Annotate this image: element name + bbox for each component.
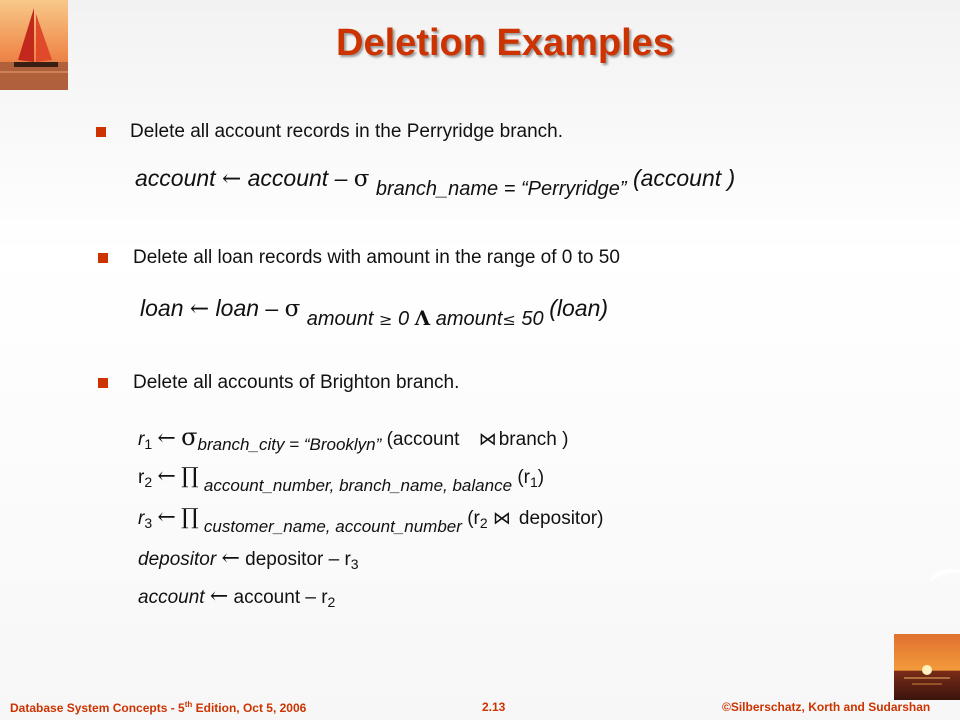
r4-rhs: depositor – r bbox=[245, 549, 351, 570]
slide-title: Deletion Examples bbox=[336, 22, 674, 64]
assign-arrow-icon: ← bbox=[189, 296, 210, 322]
expr-r3 bbox=[138, 505, 604, 536]
r4-index: 3 bbox=[350, 556, 359, 572]
sigma-symbol: σ bbox=[353, 166, 370, 192]
f1-arg: (account ) bbox=[632, 165, 736, 191]
sigma-symbol: σ bbox=[284, 296, 301, 322]
assign-arrow-icon: ← bbox=[157, 464, 176, 489]
ge-symbol: ≥ bbox=[378, 310, 393, 329]
r1-arg-branch: branch ) bbox=[498, 429, 569, 450]
footer-sup: th bbox=[184, 700, 193, 709]
r3-index: 3 bbox=[144, 515, 153, 531]
bullet-marker bbox=[96, 127, 106, 137]
and-symbol: Λ bbox=[414, 306, 431, 330]
f1-rhs: account – bbox=[247, 165, 348, 191]
assign-arrow-icon: ← bbox=[209, 584, 229, 609]
r2-index: 2 bbox=[144, 474, 153, 490]
r2-arg-close: ) bbox=[537, 467, 545, 488]
pi-symbol: ∏ bbox=[181, 464, 199, 489]
r5-index: 2 bbox=[327, 594, 336, 610]
assign-arrow-icon: ← bbox=[157, 426, 176, 451]
r1-index: 1 bbox=[144, 436, 153, 452]
r3-arg-open: (r bbox=[467, 508, 480, 529]
r5-lhs: account bbox=[138, 587, 205, 608]
assign-arrow-icon: ← bbox=[221, 166, 242, 192]
r5-rhs: account – r bbox=[233, 587, 328, 608]
formula-delete-loans bbox=[140, 295, 609, 330]
r1-condition: branch_city = “Brooklyn” bbox=[197, 435, 382, 454]
f2-rhs: loan – bbox=[215, 295, 279, 321]
pi-symbol: ∏ bbox=[181, 505, 199, 530]
bullet-text-3: Delete all accounts of Brighton branch. bbox=[133, 372, 460, 393]
le-symbol: ≤ bbox=[502, 310, 516, 329]
f2-lhs: loan bbox=[140, 295, 184, 321]
decorative-swoosh bbox=[930, 560, 960, 600]
f2-cond-fifty: 50 bbox=[521, 308, 544, 330]
expr-account-update bbox=[138, 584, 335, 610]
f2-arg: (loan) bbox=[549, 295, 609, 321]
r3-name: r bbox=[138, 508, 145, 529]
r2-arg-index: 1 bbox=[529, 474, 538, 490]
footer-book: Database System Concepts - 5 bbox=[10, 701, 185, 715]
natural-join-icon: ⋈ bbox=[492, 508, 511, 529]
sunset-image bbox=[894, 634, 960, 700]
f2-condition bbox=[307, 308, 550, 330]
sigma-symbol: σ bbox=[181, 423, 198, 451]
r3-arg-index: 2 bbox=[479, 515, 488, 531]
expr-depositor-update bbox=[138, 546, 359, 572]
assign-arrow-icon: ← bbox=[221, 546, 240, 571]
bullet-marker bbox=[98, 378, 108, 388]
expr-r2 bbox=[138, 464, 545, 495]
footer-left bbox=[10, 700, 306, 715]
formula-delete-perryridge bbox=[135, 165, 736, 200]
r2-arg-open: (r bbox=[517, 467, 530, 488]
bullet-marker bbox=[98, 253, 108, 263]
footer-page-number: 2.13 bbox=[482, 700, 506, 714]
r3-arg-close: depositor) bbox=[518, 508, 604, 529]
r1-arg-account: (account bbox=[386, 429, 460, 450]
f2-cond-zero: 0 bbox=[397, 308, 410, 330]
assign-arrow-icon: ← bbox=[157, 505, 176, 530]
footer-edition: Edition, Oct 5, 2006 bbox=[192, 701, 307, 715]
f1-condition: branch_name = “Perryridge” bbox=[375, 178, 627, 200]
r3-attributes: customer_name, account_number bbox=[203, 517, 462, 536]
f2-cond-amount2: amount bbox=[435, 308, 503, 330]
r4-lhs: depositor bbox=[138, 549, 217, 570]
natural-join-icon: ⋈ bbox=[478, 429, 497, 450]
expr-r1 bbox=[138, 423, 568, 452]
f1-lhs: account bbox=[135, 165, 216, 191]
footer-copyright: ©Silberschatz, Korth and Sudarshan bbox=[722, 700, 931, 714]
r2-attributes: account_number, branch_name, balance bbox=[203, 476, 513, 495]
f2-cond-amount: amount bbox=[306, 308, 374, 330]
r1-name: r bbox=[138, 429, 145, 450]
bullet-text-1: Delete all account records in the Perryridge branch. bbox=[130, 121, 564, 142]
bullet-text-2: Delete all loan records with amount in the range of 0 to 50 bbox=[133, 247, 620, 268]
r2-name: r bbox=[138, 467, 145, 488]
